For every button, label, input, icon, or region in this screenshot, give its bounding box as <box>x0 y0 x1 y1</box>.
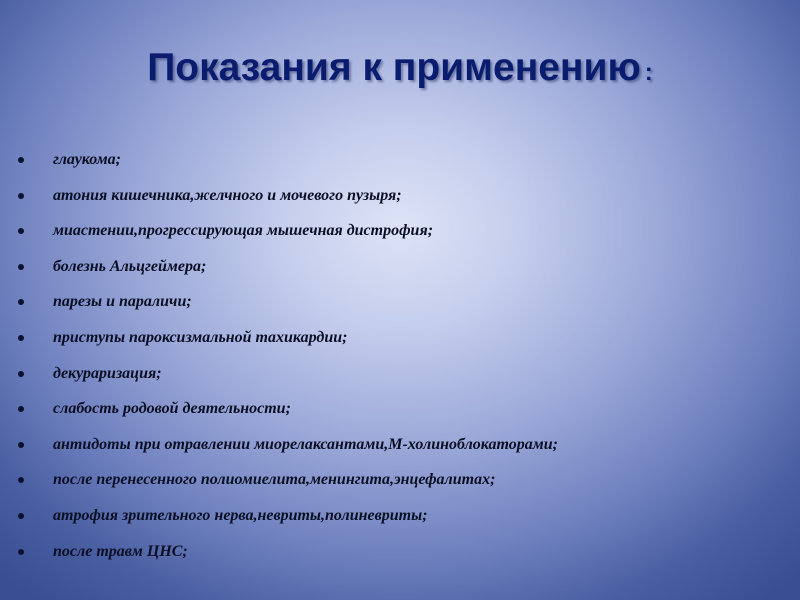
slide-title <box>0 46 800 90</box>
list-item <box>0 360 800 396</box>
list-item <box>0 217 800 253</box>
bullet-icon <box>18 228 24 234</box>
list-item-text: слабость родовой деятельности; <box>53 400 291 418</box>
bullet-icon <box>18 477 24 483</box>
list-item-text: после травм ЦНС; <box>53 542 188 560</box>
list-item <box>0 288 800 324</box>
list-item <box>0 146 800 182</box>
bullet-icon <box>18 442 24 448</box>
bullet-icon <box>18 406 24 412</box>
list-item <box>0 502 800 538</box>
list-item <box>0 431 800 467</box>
list-item-text: декураризация; <box>53 364 162 382</box>
list-item-text: парезы и параличи; <box>53 293 192 311</box>
bullet-icon <box>18 193 24 199</box>
indications-list <box>0 146 800 573</box>
list-item <box>0 253 800 289</box>
list-item-text: миастении,прогрессирующая мышечная дистрофия; <box>53 222 434 240</box>
list-item-text: болезнь Альцгеймера; <box>53 257 207 275</box>
list-item <box>0 466 800 502</box>
list-item-text: после перенесенного полиомиелита,менингита,энцефалитах; <box>53 471 496 489</box>
list-item <box>0 324 800 360</box>
list-item-text: антидоты при отравлении миорелаксантами,М-холиноблокаторами; <box>53 435 558 453</box>
slide-title-text: Показания к применению <box>147 46 641 89</box>
list-item-text: приступы пароксизмальной тахикардии; <box>53 328 348 346</box>
list-item-text: глаукома; <box>53 151 121 168</box>
list-item <box>0 182 800 218</box>
bullet-icon <box>18 299 24 305</box>
list-item-text: атрофия зрительного нерва,невриты,полиневриты; <box>53 506 428 524</box>
bullet-icon <box>18 513 24 519</box>
list-item <box>0 395 800 431</box>
bullet-icon <box>18 371 24 377</box>
bullet-icon <box>18 264 24 270</box>
list-item <box>0 538 800 574</box>
slide-title-colon: : <box>644 59 653 86</box>
list-item-text: атония кишечника,желчного и мочевого пузыря; <box>53 186 402 204</box>
bullet-icon <box>18 549 24 555</box>
bullet-icon <box>18 157 24 163</box>
bullet-icon <box>18 335 24 341</box>
